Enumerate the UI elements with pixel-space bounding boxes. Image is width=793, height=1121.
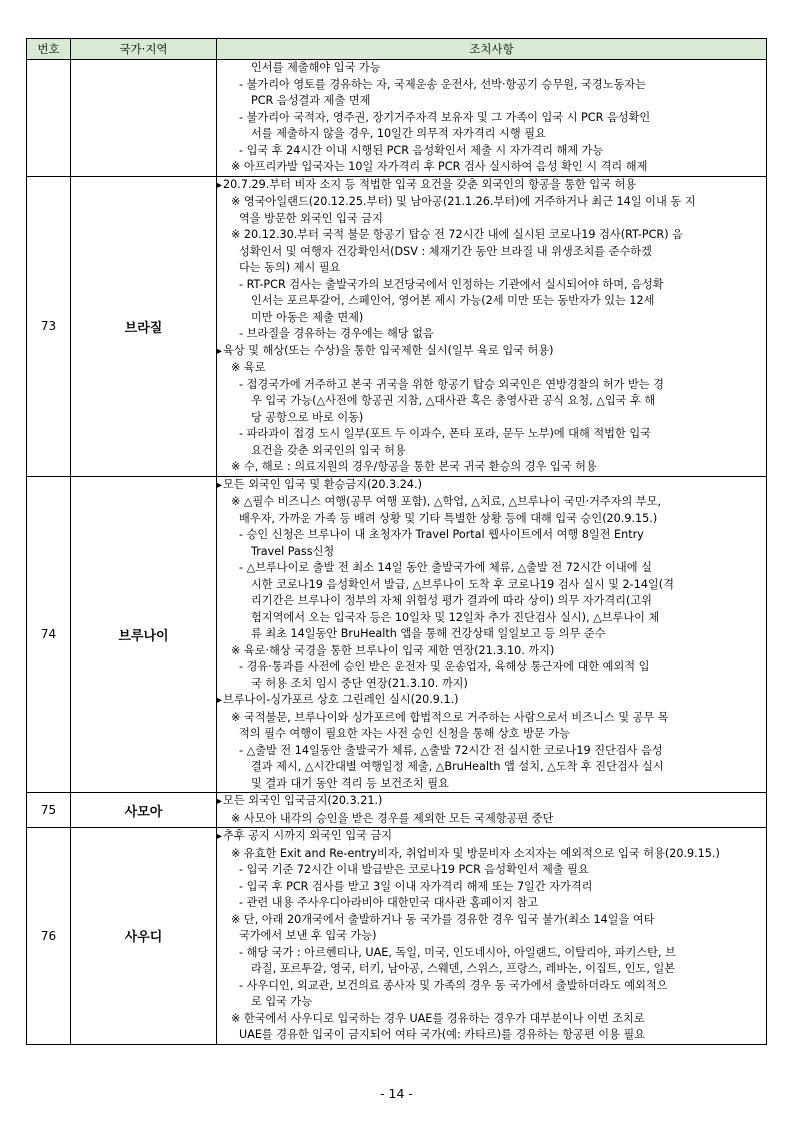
measure-line: Travel Pass신청	[251, 544, 335, 558]
measure-line: - 브라질을 경유하는 경우에는 해당 없음	[239, 327, 434, 340]
measure-line: 적의 필수 여행이 필요한 자는 사전 승인 신청을 통해 상호 방문 가능	[239, 727, 570, 740]
measure-line: ※ 영국아일랜드(20.12.25.부터) 및 남아공(21.1.26.부터)에 거주하거나 최근 14일 이내 동 지	[231, 195, 696, 208]
measure-line: 국 허용 조치 임시 중단 연장(21.3.10. 까지)	[251, 676, 468, 690]
row-country: 브라질	[71, 176, 217, 476]
measure-line: PCR 음성결과 제출 면제	[251, 94, 371, 107]
measure-line: 성확인서 및 여행자 건강확인서(DSV : 체재기간 동안 브라질 내 위생조치를 준수하겠	[239, 244, 652, 258]
measure-line: ▸ 육상 및 해상(또는 수상)을 통한 입국제한 실시(일부 육로 입국 허용)	[217, 343, 766, 361]
measure-line: - 관련 내용 주사우디아라비아 대한민국 대사관 홈페이지 참고	[239, 896, 539, 909]
measure-line: 배우자, 가까운 가족 등 배려 상황 및 기타 특별한 상황 등에 대해 입국 승인(20.9.15.)	[239, 511, 658, 525]
page-number: - 14 -	[380, 1086, 413, 1101]
measure-line: - 입국 후 PCR 검사를 받고 3일 이내 자가격리 해제 또는 7일간 자가격리	[239, 879, 593, 893]
measure-line: - 입국 기준 72시간 이내 발급받은 코로나19 PCR 음성확인서 제출 필요	[239, 863, 589, 876]
measure-line: ▸ 모든 외국인 입국 및 환승금지(20.3.24.)	[217, 477, 766, 495]
table-row	[27, 476, 767, 793]
measure-line: 국가에서 보낸 후 입국 가능)	[239, 929, 377, 942]
row-country: 브루나이	[71, 476, 217, 793]
row-number: 76	[27, 828, 71, 1045]
table-row	[27, 60, 767, 177]
measure-line: 및 결과 대기 동안 격리 등 보건조치 필요	[251, 776, 449, 790]
measure-line: ▸ 20.7.29.부터 비자 소지 등 적법한 입국 요건을 갖춘 외국인의 항공을 통한 입국 허용	[217, 177, 766, 195]
row-number: 75	[27, 793, 71, 828]
row-measures	[217, 176, 767, 476]
row-number	[27, 60, 71, 177]
header-measures: 조치사항	[217, 39, 767, 60]
measure-line: ※ △필수 비즈니스 여행(공무 여행 포함), △학업, △치료, △브루나이 국민·거주자의 부모,	[231, 495, 662, 508]
measure-line: 역을 방문한 외국인 입국 금지	[239, 211, 383, 225]
row-measures	[217, 828, 767, 1045]
measure-line: 인서는 포르투갈어, 스페인어, 영어본 제시 가능(2세 미만 또는 동반자가 있는 12세	[251, 294, 655, 307]
header-num: 번호	[27, 39, 71, 60]
measure-line: ※ 한국에서 사우디로 입국하는 경우 UAE를 경유하는 경우가 대부분이나 이번 조치로	[231, 1011, 645, 1025]
measure-line: 로 입국 가능	[251, 995, 313, 1008]
table-row	[27, 176, 767, 476]
measure-line: ※ 수, 해로 : 의료지원의 경우/항공을 통한 본국 귀국 환승의 경우 입국 허용	[231, 460, 597, 473]
measure-line: 우 입국 가능(△사전에 항공권 지참, △대사관 혹은 총영사관 공식 요청, △입국 후 해	[251, 394, 656, 407]
measure-line: - △브루나이로 출발 전 최소 14일 동안 출발국가에 체류, △출발 전 72시간 이내에 실	[239, 561, 652, 574]
row-measures	[217, 60, 767, 177]
measure-line: - 접경국가에 거주하고 본국 귀국을 위한 항공기 탑승 외국인은 연방경찰의 허가 받는 경	[239, 377, 664, 391]
measures-table	[26, 38, 767, 1045]
measure-line: - 입국 후 24시간 이내 시행된 PCR 음성확인서 제출 시 자가격리 해제 가능	[239, 143, 604, 157]
measure-line: - 승인 신청은 브루나이 내 초청자가 Travel Portal 웹사이트에서 여행 8일전 Entry	[239, 528, 644, 541]
measure-line: 인서를 제출해야 입국 가능	[251, 61, 381, 74]
measure-line: ※ 단, 아래 20개국에서 출발하거나 동 국가를 경유한 경우 입국 불가(최소 14일을 여타	[231, 912, 655, 926]
table-row	[27, 828, 767, 1045]
measure-line: 결과 제시, △시간대별 여행일정 제출, △BruHealth 앱 설치, △도착 후 진단검사 실시	[251, 760, 664, 773]
row-number: 74	[27, 476, 71, 793]
measure-line: 리기간은 브루나이 정부의 자체 위험성 평가 결과에 따라 상이) 의무 자가격리(고위	[251, 594, 652, 607]
table-row	[27, 793, 767, 828]
row-measures	[217, 793, 767, 828]
row-country: 사우디	[71, 828, 217, 1045]
measure-line: 서를 제출하지 않을 경우, 10일간 의무적 자가격리 시행 필요	[251, 127, 546, 140]
measure-line: ※ 유효한 Exit and Re-entry비자, 취업비자 및 방문비자 소지자는 예외적으로 입국 허용(20.9.15.)	[231, 846, 720, 860]
measure-line: ※ 20.12.30.부터 국적 불문 항공기 탑승 전 72시간 내에 실시된 코로나19 검사(RT-PCR) 음	[231, 228, 683, 241]
measure-line: 다는 동의) 제시 필요	[239, 261, 341, 274]
measure-line: ▸ 추후 공지 시까지 외국인 입국 금지	[217, 828, 766, 846]
measure-line: - 경유·통과를 사전에 승인 받은 운전자 및 운송업자, 육해상 통근자에 대한 예외적 입	[239, 660, 650, 673]
measure-line: 라질, 포르투갈, 영국, 터키, 남아공, 스웨덴, 스위스, 프랑스, 레바논, 이집트, 인도, 일본	[251, 962, 676, 975]
measure-line: - 불가리아 국적자, 영주권, 장기거주자격 보유자 및 그 가족이 입국 시 PCR 음성확인	[239, 110, 651, 124]
measure-line: - 해당 국가 : 아르헨티나, UAE, 독일, 미국, 인도네시아, 아일랜드, 이탈리아, 파키스탄, 브	[239, 945, 676, 959]
row-number: 73	[27, 176, 71, 476]
measure-line: 류 최초 14일동안 BruHealth 앱을 통해 건강상태 일일보고 등 의무 준수	[251, 627, 606, 640]
measure-line: - 불가리아 영토를 경유하는 자, 국제운송 운전사, 선박·항공기 승무원, 국경노동자는	[239, 77, 646, 91]
measure-line: ※ 사모아 내각의 승인을 받은 경우를 제외한 모든 국제항공편 중단	[231, 811, 554, 825]
measure-line: - 파라과이 접경 도시 일부(포트 두 이과수, 폰타 포라, 문두 노부)에 대해 적법한 입국	[239, 427, 651, 440]
measure-line: ※ 아프리카발 입국자는 10일 자가격리 후 PCR 검사 실시하여 음성 확인 시 격리 해제	[231, 160, 648, 173]
measure-line: ▸ 브루나이-싱가포르 상호 그린레인 실시(20.9.1.)	[217, 692, 766, 710]
measure-line: ※ 국적불문, 브루나이와 싱가포르에 합법적으로 거주하는 사람으로서 비즈니스 및 공무 목	[231, 710, 669, 724]
measure-line: ※ 육로·해상 국경을 통한 브루나이 입국 제한 연장(21.3.10. 까지)	[231, 643, 555, 657]
measure-line: - △출발 전 14일동안 출발국가 체류, △출발 72시간 전 실시한 코로나19 진단검사 음성	[239, 743, 663, 757]
measure-line: - RT-PCR 검사는 출발국가의 보건당국에서 인정하는 기관에서 실시되어야 하며, 음성확	[239, 277, 664, 291]
measure-line: 시한 코로나19 음성확인서 발급, △브루나이 도착 후 코로나19 검사 실시 및 2-14일(격	[251, 577, 674, 591]
measure-line: 당 공항으로 바로 이동)	[251, 410, 364, 424]
measure-line: - 사우디인, 외교관, 보건의료 종사자 및 가족의 경우 동 국가에서 출발하더라도 예외적으	[239, 978, 668, 992]
measure-line: UAE를 경유한 입국이 금지되어 여타 국가(예: 카타르)를 경유하는 항공편 이용 필요	[239, 1028, 645, 1041]
measure-line: ▸ 모든 외국인 입국금지(20.3.21.)	[217, 793, 766, 811]
table-header-row	[27, 39, 767, 60]
measure-line: 미만 아동은 제출 면제)	[251, 310, 364, 324]
measure-line: 요건을 갖춘 외국인의 입국 허용	[251, 443, 406, 457]
measure-line: 험지역에서 오는 입국자 등은 10일차 및 12일차 추가 진단검사 실시), △브루나이 체	[251, 610, 660, 624]
measure-line: ※ 육로	[231, 361, 266, 374]
row-country: 사모아	[71, 793, 217, 828]
row-measures	[217, 476, 767, 793]
row-country	[71, 60, 217, 177]
header-country: 국가·지역	[71, 39, 217, 60]
